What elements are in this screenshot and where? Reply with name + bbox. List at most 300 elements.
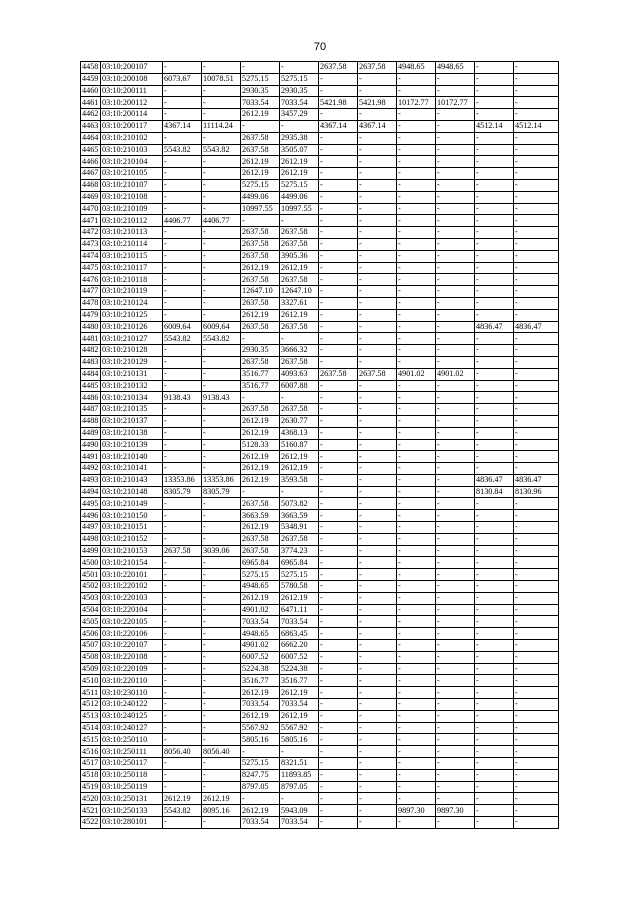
table-cell: -	[358, 215, 397, 227]
table-cell: -	[319, 793, 358, 805]
table-cell: -	[358, 274, 397, 286]
table-cell: 13353.86	[163, 474, 202, 486]
table-cell: -	[397, 404, 436, 416]
table-cell: 7033.54	[280, 616, 319, 628]
table-cell: -	[202, 604, 241, 616]
table-cell: 8797.05	[280, 781, 319, 793]
table-cell: 4499	[81, 545, 101, 557]
table-cell: 10078.51	[202, 73, 241, 85]
table-cell: -	[514, 274, 559, 286]
table-cell: -	[475, 238, 514, 250]
table-cell: 2637.58	[241, 533, 280, 545]
table-row	[81, 321, 559, 333]
table-cell: -	[436, 439, 475, 451]
table-cell: -	[163, 132, 202, 144]
table-cell: 4476	[81, 274, 101, 286]
table-cell: -	[319, 805, 358, 817]
table-cell: 4498	[81, 533, 101, 545]
table-cell: -	[397, 132, 436, 144]
table-cell: -	[475, 663, 514, 675]
table-cell: -	[358, 356, 397, 368]
table-cell: -	[319, 392, 358, 404]
table-row	[81, 404, 559, 416]
table-cell: -	[475, 569, 514, 581]
table-cell: -	[475, 179, 514, 191]
table-cell: -	[319, 758, 358, 770]
table-cell: 03:10:210109	[101, 203, 163, 215]
table-row	[81, 545, 559, 557]
table-cell: 2612.19	[241, 309, 280, 321]
table-cell: -	[514, 769, 559, 781]
table-row	[81, 663, 559, 675]
table-cell: 03:10:210135	[101, 404, 163, 416]
table-cell: -	[436, 510, 475, 522]
table-cell: 03:10:210154	[101, 557, 163, 569]
table-cell: -	[358, 781, 397, 793]
table-cell: -	[397, 616, 436, 628]
table-cell: 8130.96	[514, 486, 559, 498]
table-cell: 03:10:250119	[101, 781, 163, 793]
table-cell: -	[397, 179, 436, 191]
table-cell: 4478	[81, 297, 101, 309]
table-cell: 03:10:200111	[101, 85, 163, 97]
table-cell: -	[514, 250, 559, 262]
table-cell: -	[163, 710, 202, 722]
table-cell: 2637.58	[241, 404, 280, 416]
table-cell: -	[202, 168, 241, 180]
table-cell: 2612.19	[241, 687, 280, 699]
table-cell: 4512.14	[475, 120, 514, 132]
table-cell: -	[514, 592, 559, 604]
table-cell: -	[241, 746, 280, 758]
table-cell: -	[202, 510, 241, 522]
table-row	[81, 132, 559, 144]
table-cell: 7033.54	[280, 817, 319, 829]
table-cell: -	[319, 215, 358, 227]
table-cell: 03:10:210107	[101, 179, 163, 191]
table-cell: 2612.19	[241, 710, 280, 722]
table-cell: 4494	[81, 486, 101, 498]
table-cell: 2637.58	[241, 238, 280, 250]
table-cell: 5780.58	[280, 581, 319, 593]
table-cell: 3905.36	[280, 250, 319, 262]
table-cell: 8095.16	[202, 805, 241, 817]
table-cell: -	[202, 238, 241, 250]
table-cell: 2612.19	[280, 592, 319, 604]
table-cell: -	[202, 687, 241, 699]
table-cell: -	[319, 581, 358, 593]
table-cell: -	[202, 345, 241, 357]
table-row	[81, 805, 559, 817]
table-cell: -	[514, 109, 559, 121]
table-cell: -	[358, 498, 397, 510]
table-cell: 2637.58	[241, 144, 280, 156]
table-cell: -	[202, 451, 241, 463]
table-cell: -	[163, 179, 202, 191]
table-cell: -	[514, 297, 559, 309]
table-cell: 03:10:200114	[101, 109, 163, 121]
table-cell: -	[436, 427, 475, 439]
table-row	[81, 439, 559, 451]
table-cell: 03:10:250118	[101, 769, 163, 781]
table-cell: 5421.98	[319, 97, 358, 109]
table-cell: -	[397, 73, 436, 85]
table-row	[81, 286, 559, 298]
table-row	[81, 699, 559, 711]
table-cell: -	[397, 356, 436, 368]
table-cell: -	[514, 404, 559, 416]
table-cell: -	[475, 640, 514, 652]
table-cell: -	[436, 710, 475, 722]
table-cell: -	[475, 356, 514, 368]
table-cell: -	[397, 710, 436, 722]
table-cell: -	[436, 769, 475, 781]
table-cell: 4467	[81, 168, 101, 180]
table-cell: -	[514, 498, 559, 510]
table-cell: 4901.02	[241, 604, 280, 616]
table-cell: -	[436, 486, 475, 498]
table-cell: 4836.47	[475, 474, 514, 486]
table-cell: -	[397, 286, 436, 298]
table-cell: -	[514, 179, 559, 191]
table-cell: -	[241, 215, 280, 227]
table-row	[81, 262, 559, 274]
table-cell: 6965.84	[280, 557, 319, 569]
table-cell: -	[475, 62, 514, 74]
table-cell: 03:10:250117	[101, 758, 163, 770]
table-cell: -	[436, 73, 475, 85]
table-cell: 03:10:250131	[101, 793, 163, 805]
table-row	[81, 62, 559, 74]
table-cell: 03:10:200112	[101, 97, 163, 109]
table-cell: -	[397, 309, 436, 321]
table-cell: -	[475, 132, 514, 144]
table-cell: 03:10:210138	[101, 427, 163, 439]
table-cell: -	[475, 427, 514, 439]
table-cell: -	[319, 451, 358, 463]
table-cell: -	[358, 309, 397, 321]
table-cell: 9138.43	[202, 392, 241, 404]
table-row	[81, 250, 559, 262]
table-cell: -	[397, 191, 436, 203]
table-cell: -	[319, 132, 358, 144]
table-cell: -	[163, 687, 202, 699]
table-cell: 4512.14	[514, 120, 559, 132]
table-cell: 03:10:280101	[101, 817, 163, 829]
table-cell: 2612.19	[241, 474, 280, 486]
table-cell: -	[358, 533, 397, 545]
table-cell: -	[163, 250, 202, 262]
table-cell: -	[475, 628, 514, 640]
table-cell: 2612.19	[202, 793, 241, 805]
table-cell: -	[358, 380, 397, 392]
table-cell: -	[397, 144, 436, 156]
table-cell: 2630.77	[280, 415, 319, 427]
table-cell: -	[475, 793, 514, 805]
table-cell: -	[514, 699, 559, 711]
table-cell: 4493	[81, 474, 101, 486]
table-cell: -	[514, 380, 559, 392]
table-cell: 2637.58	[280, 238, 319, 250]
table-cell: -	[358, 427, 397, 439]
table-cell: 5275.15	[241, 569, 280, 581]
table-cell: -	[436, 345, 475, 357]
table-cell: 4459	[81, 73, 101, 85]
table-cell: -	[319, 722, 358, 734]
table-cell: 03:10:210131	[101, 368, 163, 380]
table-cell: -	[319, 179, 358, 191]
table-cell: -	[202, 309, 241, 321]
table-cell: -	[319, 144, 358, 156]
table-cell: 4492	[81, 463, 101, 475]
table-cell: -	[397, 262, 436, 274]
table-cell: -	[202, 463, 241, 475]
table-cell: -	[514, 427, 559, 439]
table-cell: -	[319, 309, 358, 321]
table-row	[81, 510, 559, 522]
table-cell: -	[397, 250, 436, 262]
table-row	[81, 758, 559, 770]
table-cell: -	[280, 62, 319, 74]
table-cell: 03:10:210105	[101, 168, 163, 180]
table-cell: -	[358, 297, 397, 309]
table-cell: -	[475, 722, 514, 734]
table-cell: -	[358, 85, 397, 97]
table-row	[81, 793, 559, 805]
table-row	[81, 380, 559, 392]
table-cell: -	[397, 545, 436, 557]
table-cell: 2612.19	[241, 522, 280, 534]
table-cell: -	[202, 132, 241, 144]
table-cell: -	[514, 569, 559, 581]
table-cell: -	[397, 592, 436, 604]
table-cell: -	[436, 675, 475, 687]
table-cell: -	[358, 758, 397, 770]
table-cell: -	[436, 250, 475, 262]
table-cell: -	[397, 758, 436, 770]
table-cell: 03:10:210150	[101, 510, 163, 522]
table-cell: -	[475, 675, 514, 687]
table-cell: -	[475, 333, 514, 345]
table-cell: -	[436, 758, 475, 770]
table-cell: -	[358, 238, 397, 250]
table-cell: -	[436, 321, 475, 333]
table-cell: -	[436, 533, 475, 545]
table-cell: -	[358, 581, 397, 593]
table-cell: -	[397, 769, 436, 781]
table-cell: 4489	[81, 427, 101, 439]
table-cell: 4479	[81, 309, 101, 321]
table-cell: -	[358, 616, 397, 628]
table-cell: -	[319, 628, 358, 640]
table-cell: -	[436, 793, 475, 805]
table-cell: 2637.58	[241, 250, 280, 262]
table-cell: 03:10:220110	[101, 675, 163, 687]
table-cell: 5943.09	[280, 805, 319, 817]
table-cell: -	[202, 297, 241, 309]
table-cell: -	[163, 663, 202, 675]
table-cell: -	[436, 404, 475, 416]
table-cell: 4501	[81, 569, 101, 581]
table-cell: 6009.64	[202, 321, 241, 333]
table-cell: 4461	[81, 97, 101, 109]
table-cell: 4509	[81, 663, 101, 675]
table-row	[81, 722, 559, 734]
table-cell: -	[397, 817, 436, 829]
table-cell: -	[514, 97, 559, 109]
table-cell: -	[397, 227, 436, 239]
table-cell: -	[319, 156, 358, 168]
table-cell: -	[397, 156, 436, 168]
table-cell: -	[163, 297, 202, 309]
table-cell: -	[163, 640, 202, 652]
table-cell: 4477	[81, 286, 101, 298]
table-cell: -	[475, 746, 514, 758]
table-cell: -	[163, 286, 202, 298]
table-cell: -	[514, 286, 559, 298]
table-cell: 4948.65	[397, 62, 436, 74]
table-cell: -	[514, 734, 559, 746]
table-cell: 8305.79	[202, 486, 241, 498]
table-body	[81, 62, 559, 829]
table-cell: 03:10:200108	[101, 73, 163, 85]
table-cell: -	[163, 109, 202, 121]
table-row	[81, 238, 559, 250]
table-cell: -	[475, 274, 514, 286]
table-cell: -	[163, 356, 202, 368]
table-cell: 03:10:210112	[101, 215, 163, 227]
table-cell: 4470	[81, 203, 101, 215]
table-cell: -	[397, 109, 436, 121]
table-cell: 03:10:210115	[101, 250, 163, 262]
table-cell: -	[319, 333, 358, 345]
table-cell: 4460	[81, 85, 101, 97]
data-table	[80, 61, 559, 829]
table-cell: 03:10:210129	[101, 356, 163, 368]
table-cell: -	[514, 651, 559, 663]
table-cell: -	[436, 640, 475, 652]
table-cell: 5275.15	[241, 179, 280, 191]
table-cell: -	[163, 781, 202, 793]
table-cell: -	[358, 722, 397, 734]
table-cell: -	[475, 297, 514, 309]
table-cell: -	[202, 286, 241, 298]
table-cell: -	[475, 616, 514, 628]
table-cell: -	[514, 156, 559, 168]
table-cell: -	[436, 168, 475, 180]
table-cell: 4901.02	[436, 368, 475, 380]
table-cell: 4507	[81, 640, 101, 652]
table-cell: 4475	[81, 262, 101, 274]
page-number: 70	[313, 41, 327, 53]
table-cell: -	[358, 132, 397, 144]
table-row	[81, 569, 559, 581]
table-cell: 03:10:210102	[101, 132, 163, 144]
table-cell: 5275.15	[280, 569, 319, 581]
table-cell: 03:10:210108	[101, 191, 163, 203]
table-cell: 4487	[81, 404, 101, 416]
table-cell: -	[358, 73, 397, 85]
table-cell: 03:10:210141	[101, 463, 163, 475]
table-cell: -	[397, 734, 436, 746]
table-cell: 03:10:250110	[101, 734, 163, 746]
table-cell: 4480	[81, 321, 101, 333]
table-cell: 2637.58	[280, 533, 319, 545]
table-cell: -	[202, 227, 241, 239]
table-cell: 2612.19	[280, 451, 319, 463]
table-cell: -	[163, 628, 202, 640]
table-cell: 03:10:210117	[101, 262, 163, 274]
table-cell: -	[358, 675, 397, 687]
table-cell: 3663.59	[280, 510, 319, 522]
table-row	[81, 817, 559, 829]
table-cell: -	[514, 604, 559, 616]
table-cell: -	[202, 203, 241, 215]
table-cell: 2612.19	[241, 415, 280, 427]
table-cell: -	[475, 97, 514, 109]
table-cell: -	[436, 215, 475, 227]
table-cell: -	[358, 144, 397, 156]
table-cell: 5073.82	[280, 498, 319, 510]
table-cell: 4515	[81, 734, 101, 746]
table-cell: -	[475, 203, 514, 215]
table-cell: -	[163, 156, 202, 168]
table-cell: -	[514, 628, 559, 640]
table-cell: -	[475, 262, 514, 274]
table-cell: -	[202, 62, 241, 74]
table-cell: 2637.58	[280, 274, 319, 286]
table-row	[81, 557, 559, 569]
table-cell: -	[319, 297, 358, 309]
table-cell: 2612.19	[241, 463, 280, 475]
table-cell: 2637.58	[241, 498, 280, 510]
table-cell: 4367.14	[319, 120, 358, 132]
table-cell: 03:10:210137	[101, 415, 163, 427]
table-row	[81, 203, 559, 215]
table-cell: 03:10:210119	[101, 286, 163, 298]
table-cell: 3039.06	[202, 545, 241, 557]
table-cell: -	[397, 569, 436, 581]
table-cell: -	[202, 427, 241, 439]
table-cell: -	[436, 85, 475, 97]
table-cell: 4901.02	[241, 640, 280, 652]
table-cell: -	[436, 238, 475, 250]
table-cell: -	[358, 463, 397, 475]
table-cell: -	[475, 109, 514, 121]
table-row	[81, 85, 559, 97]
table-cell: -	[436, 628, 475, 640]
table-cell: 12647.10	[241, 286, 280, 298]
table-cell: -	[436, 415, 475, 427]
table-cell: -	[358, 699, 397, 711]
table-cell: -	[475, 215, 514, 227]
table-cell: 2612.19	[280, 156, 319, 168]
table-cell: 2637.58	[280, 356, 319, 368]
table-cell: 3327.61	[280, 297, 319, 309]
table-cell: 12647.10	[280, 286, 319, 298]
table-cell: 2612.19	[241, 451, 280, 463]
table-cell: 03:10:220105	[101, 616, 163, 628]
table-cell: -	[202, 616, 241, 628]
table-cell: -	[319, 781, 358, 793]
table-row	[81, 651, 559, 663]
table-cell: -	[475, 144, 514, 156]
table-cell: -	[319, 380, 358, 392]
table-cell: -	[514, 522, 559, 534]
table-cell: 4491	[81, 451, 101, 463]
table-cell: 2637.58	[241, 297, 280, 309]
table-cell: -	[475, 227, 514, 239]
